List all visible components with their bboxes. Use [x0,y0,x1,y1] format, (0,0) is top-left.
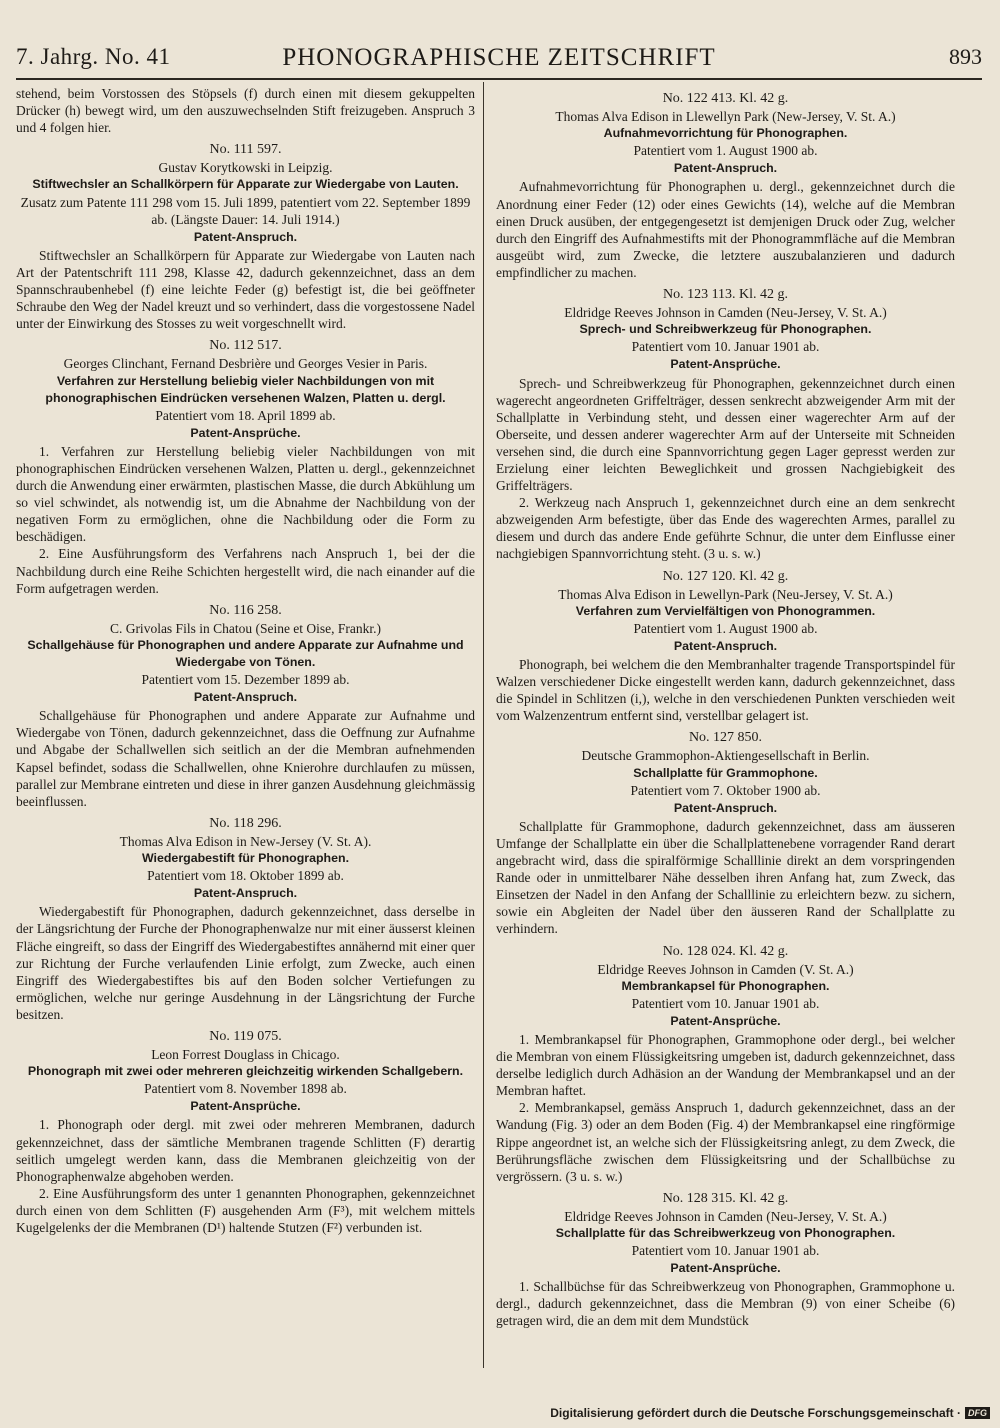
centered-line: C. Grivolas Fils in Chatou (Seine et Oise, Frankr.) [109,620,382,636]
centered-line: Eldridge Reeves Johnson in Camden (V. St. A.) [597,961,854,977]
patent-number: No. 127 120. Kl. 42 g. [662,568,789,584]
paragraph: 1. Membrankapsel für Phonographen, Grammophone oder dergl., bei welcher die Membran von einem Flüssigkeitsring umgeben ist, dadurch gekennzeichnet, dass derselbe lediglich durch Adhäsion an der Wandung der Membrankapsel und an der Membran haftet. [496,1031,955,1099]
left-column [16,85,475,1236]
patent-title: Verfahren zum Vervielfältigen von Phonogrammen. [575,603,876,618]
claims-heading: Patent-Ansprüche. [670,1013,781,1028]
claims-heading: Patent-Anspruch. [673,161,778,176]
credit-text: Digitalisierung gefördert durch die Deutsche Forschungsgemeinschaft · [550,1406,961,1420]
paragraph: 1. Phonograph oder dergl. mit zwei oder mehreren Membranen, dadurch gekennzeichnet, dass der sämtliche Membranen tragende Schlitten (F) derartig seitlich umgelegt werden kann, dass die Membranen gleichzeitig von der Phonographenwalze abgehoben werden. [16,1117,475,1184]
centered-line: Leon Forrest Douglass in Chicago. [151,1047,340,1063]
patent-number: No. 128 024. Kl. 42 g. [662,943,789,959]
centered-line: Patentiert vom 10. Januar 1901 ab. [631,1243,820,1259]
paragraph: Stiftwechsler an Schallkörpern für Apparate zur Wiedergabe von Lauten nach Art der Patentschrift 111 298, Klasse 42, dadurch gekennzeichnet, dass an dem Spannschraubenhebel (f) eine leichte Feder (g) befestigt ist, die bei geöffneter Schraube den Weg der Nadel kreuzt und so verhindert, dass die vorgestossene Nadel unter der Einwirkung des Stosses zu weit vorgeschnellt wird. [16,247,475,332]
patent-title: Schallplatte für Grammophone. [633,765,818,780]
centered-line: Thomas Alva Edison in Lewellyn-Park (Neu-Jersey, V. St. A.) [558,586,893,602]
right-column [496,85,955,1330]
centered-line: Thomas Alva Edison in Llewellyn Park (New-Jersey, V. St. A.) [555,109,896,125]
centered-line: Patentiert vom 10. Januar 1901 ab. [631,995,820,1011]
patent-number: No. 119 075. [209,1028,282,1044]
journal-title: PHONOGRAPHISCHE ZEITSCHRIFT [282,44,716,71]
header-rule [16,78,982,80]
issue-label: 7. Jahrg. No. 41 [16,44,171,69]
paragraph: 2. Eine Ausführungsform des Verfahrens nach Anspruch 1, bei der die Nachbildung durch eine Reihe Schichten hergestellt wird, die nach einander auf die Form aufgetragen werden. [16,546,475,596]
claims-heading: Patent-Anspruch. [193,690,298,705]
paragraph: 1. Schallbüchse für das Schreibwerkzeug von Phonographen, Grammophone u. dergl., dadurch gekennzeichnet, dass die Membran (9) von einer Scheibe (6) getragen wird, die an dem mit dem Mundstück [496,1279,955,1329]
patent-number: No. 123 113. Kl. 42 g. [662,287,789,303]
patent-title: Wiedergabestift für Phonographen. [141,851,350,866]
patent-title: Stiftwechsler an Schallkörpern für Apparate zur Wiedergabe von Lauten. [32,177,459,192]
patent-title: Membrankapsel für Phonographen. [621,978,830,993]
paragraph: 1. Verfahren zur Herstellung beliebig vieler Nachbildungen von mit phonographischen Eindrücken versehenen Walzen, Platten u. dergl., gekennzeichnet durch die Anwendung einer erwärmten, plastischen Masse, die durch Abkühlung um so viel schwindet, als notwendig ist, um die Abnahme der Nachbildung von der negativen Form zu ermöglichen, ohne die Nachbildung oder die Form zu beschädigen. [16,443,475,545]
centered-line: Patentiert vom 8. November 1898 ab. [144,1081,347,1097]
paragraph: Wiedergabestift für Phonographen, dadurch gekennzeichnet, dass derselbe in der Längsrichtung der Furche der Phonographenwalze nur mit einer äusserst kleinen Fläche eingreift, so dass der Eingriff des Wiedergabestiftes annähernd mit einer quer zur Richtung der Furche verlaufenden Linie erfolgt, zum Zwecke, auch einen Eingriff des Wiedergabestiftes bis auf den Boden solcher Vertiefungen zu ermöglichen, welche nur geringe Ausdehnung in der Längsrichtung der Furche besitzen. [16,904,475,1022]
patent-number: No. 116 258. [209,602,282,618]
paragraph: Schallgehäuse für Phonographen und andere Apparate zur Aufnahme und Wiedergabe von Tönen, dadurch gekennzeichnet, dass die Oeffnung zur Aufnahme und Abgabe der Schallwellen sich seitlich an der die Membran aufnehmenden Kapsel befindet, sodass die Schallwellen, ohne Knierohre durchlaufen zu müssen, parallel zur Membrane eintreten und diese in ihrer ganzen Ausdehnung gleichmässig beeinflussen. [16,708,475,809]
claims-heading: Patent-Anspruch. [193,886,298,901]
centered-line: Patentiert vom 1. August 1900 ab. [633,143,818,159]
patent-number: No. 127 850. [688,730,763,746]
centered-line: Deutsche Grammophon-Aktiengesellschaft in Berlin. [581,748,870,764]
page-number: 893 [949,44,982,69]
centered-line: Patentiert vom 1. August 1900 ab. [633,620,818,636]
centered-line: Patentiert vom 7. Oktober 1900 ab. [630,782,821,798]
claims-heading: Patent-Anspruch. [193,229,298,244]
dfg-logo: DFG [965,1407,990,1419]
centered-line: Patentiert vom 15. Dezember 1899 ab. [141,672,350,688]
paragraph: Aufnahmevorrichtung für Phonographen u. dergl., gekennzeichnet durch die Anordnung einer Feder (12) oder eines Gewichts (14), welche auf die Membran einen Druck ausüben, der entgegengesetzt ist demjenigen Druck oder Zug, welcher durch den Eingriff des Aufnahmestifts mit der Phonogrammfläche auf die Membran ausgeübt wird, zum Zwecke, die letztere auszubalanzieren und dadurch empfindlicher zu machen. [496,179,955,280]
patent-number: No. 111 597. [209,142,282,158]
claims-heading: Patent-Ansprüche. [670,357,781,372]
running-header [16,44,982,78]
patent-number: No. 122 413. Kl. 42 g. [662,91,789,106]
paragraph: Schallplatte für Grammophone, dadurch gekennzeichnet, dass am äusseren Umfange der Schallplatte ein über die Schallplattenebene vorragender Rand derart angebracht wird, dass die spiralförmige Schalllinie direkt an dem vorspringenden Rande oder in unmittelbarer Nähe desselben ihren Anfang hat, zum Zweck, das Einsetzen der Nadel in den Anfang der Schalllinie zu erleichtern bezw. zu sichern, sowie ein Abgleiten der Nadel über den äusseren Rand der Schallplatte zu verhindern. [496,818,955,937]
patent-title: Schallplatte für das Schreibwerkzeug von Phonographen. [555,1226,896,1240]
centered-line: Patentiert vom 18. Oktober 1899 ab. [147,868,344,884]
patent-number: No. 128 315. Kl. 42 g. [662,1190,789,1206]
patent-number: No. 118 296. [209,815,282,831]
paragraph: stehend, beim Vorstossen des Stöpsels (f) durch einen mit diesem gekuppelten Drücker (h) bewegt wird, um den auszuwechselnden Stift freizugeben. Anspruch 3 und 4 folgen hier. [16,86,475,136]
claims-heading: Patent-Ansprüche. [190,425,301,440]
centered-line: Patentiert vom 18. April 1899 ab. [155,407,336,423]
claims-heading: Patent-Ansprüche. [670,1261,781,1276]
centered-line: Zusatz zum Patente 111 298 vom 15. Juli 1899, patentiert vom 22. September 1899 ab. (Längste Dauer: 14. Juli 1914.) [20,194,471,227]
paragraph: 2. Eine Ausführungsform des unter 1 genannten Phonographen, gekennzeichnet durch einen von dem Schlitten (F) ausgehenden Arm (F³), mit welchem mittels Kugelgelenks der die Membranen (D¹) haltende Stutzen (F²) verbunden ist. [16,1185,475,1235]
centered-line: Gustav Korytkowski in Leipzig. [158,160,333,176]
patent-title: Aufnahmevorrichtung für Phonographen. [603,126,848,141]
paragraph: 2. Werkzeug nach Anspruch 1, gekennzeichnet durch eine an dem senkrecht abzweigenden Arm befestigte, über das Ende des wagerechten Armes, parallel zu diesem und durch das andere Ende geführte Schnur, die unter dem Einflusse einer nachgiebigen Spannvorrichtung steht. (3 u. s. w.) [496,495,955,562]
centered-line: Thomas Alva Edison in New-Jersey (V. St. A). [119,833,372,849]
paragraph: 2. Membrankapsel, gemäss Anspruch 1, dadurch gekennzeichnet, dass an der Wandung (Fig. 3) oder an dem Boden (Fig. 4) der Membrankapsel eine ringförmige Rippe angeordnet ist, an welche sich der Flüssigkeitsring anlegt, zu dem Zweck, die Berührungsfläche zwischen dem Flüssigkeitsring und der Schallbüchse zu vergrössern. (3 u. s. w.) [496,1100,955,1184]
centered-line: Eldridge Reeves Johnson in Camden (Neu-Jersey, V. St. A.) [564,1208,887,1224]
claims-heading: Patent-Anspruch. [673,800,778,815]
patent-title: Schallgehäuse für Phonographen und andere Apparate zur Aufnahme und Wiedergabe von Tönen. [27,637,464,669]
digitization-credit [550,1406,990,1420]
paragraph: Sprech- und Schreibwerkzeug für Phonographen, gekennzeichnet durch einen wagerecht angeordneten Griffelträger, dessen senkrecht abzweigender Arm mit der Schallplatte in Verbindung steht, und dessen einer wagerechter Arm auf der Oberseite, und dessen anderer wagerechter Arm auf der Unterseite mit Schneiden versehen sind, die durch eine Spannvorrichtung gegen Lager gepresst werden zur Erzielung einer leichten Beweglichkeit und grossen Nachgiebigkeit des Griffelträgers. [496,375,955,494]
claims-heading: Patent-Ansprüche. [190,1099,301,1114]
patent-number: No. 112 517. [209,338,282,354]
patent-title: Verfahren zur Herstellung beliebig vieler Nachbildungen von mit phonographischen Eindrücken versehenen Walzen, Platten u. dergl. [45,373,446,405]
centered-line: Georges Clinchant, Fernand Desbrière und Georges Vesier in Paris. [63,356,428,372]
paragraph: Phonograph, bei welchem die den Membranhalter tragende Transportspindel für Walzen verschiedener Dicke eingestellt werden kann, dadurch gekennzeichnet, dass die Spindel in Schlitzen (i,), welche in den verschiedenen Punkten verschieden weit vom Walzenzentrum entfernt sind, verstellbar gelagert ist. [496,657,955,724]
centered-line: Patentiert vom 10. Januar 1901 ab. [631,339,820,355]
patent-title: Sprech- und Schreibwerkzeug für Phonographen. [579,322,872,337]
claims-heading: Patent-Anspruch. [673,638,778,653]
patent-title: Phonograph mit zwei oder mehreren gleichzeitig wirkenden Schallgebern. [27,1064,464,1079]
centered-line: Eldridge Reeves Johnson in Camden (Neu-Jersey, V. St. A.) [564,305,887,321]
column-divider [483,82,484,1368]
